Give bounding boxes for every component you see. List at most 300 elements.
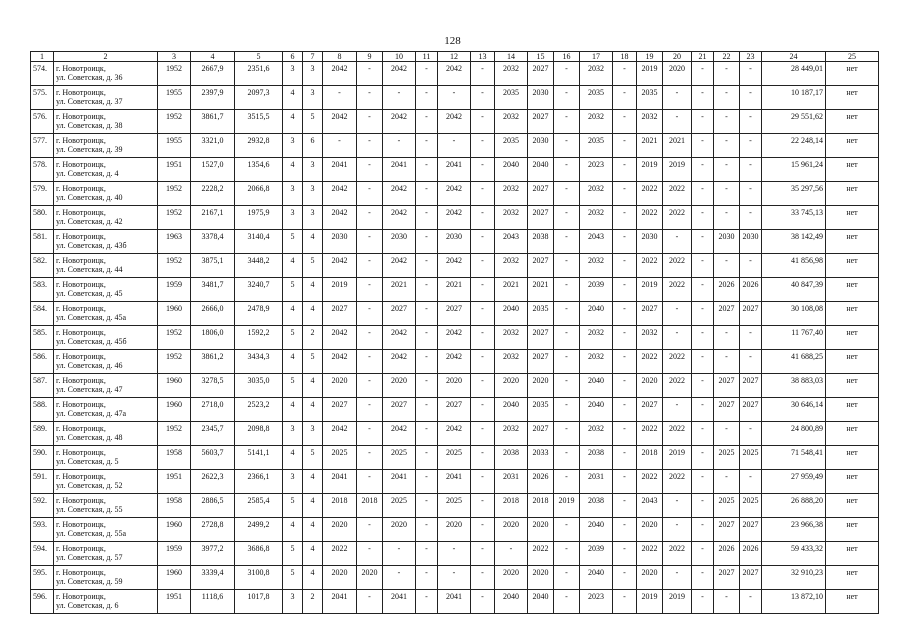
table-cell: - <box>357 446 383 470</box>
table-cell: 2022 <box>663 470 692 494</box>
table-row <box>31 374 879 398</box>
table-cell: 1952 <box>158 326 191 350</box>
table-cell: нет <box>826 542 879 566</box>
table-cell: 3035,0 <box>235 374 283 398</box>
table-cell: 1952 <box>158 62 191 86</box>
table-cell: - <box>663 398 692 422</box>
table-cell: 2023 <box>580 590 613 614</box>
table-cell: 2020 <box>357 566 383 590</box>
table-cell: 2027 <box>714 566 740 590</box>
table-cell: 2020 <box>528 374 554 398</box>
column-header: 22 <box>714 52 740 62</box>
column-header: 11 <box>416 52 438 62</box>
table-cell: 2040 <box>495 158 528 182</box>
table-cell: - <box>416 134 438 158</box>
table-row <box>31 566 879 590</box>
table-cell: - <box>613 374 637 398</box>
table-cell: - <box>740 110 762 134</box>
table-cell: 2018 <box>637 446 663 470</box>
row-number: 590. <box>31 446 54 470</box>
table-cell: 3 <box>303 86 323 110</box>
table-cell: - <box>416 230 438 254</box>
table-cell: - <box>740 206 762 230</box>
table-cell: 1960 <box>158 302 191 326</box>
table-cell: - <box>692 182 714 206</box>
table-cell: 2499,2 <box>235 518 283 542</box>
table-cell: 2042 <box>323 62 357 86</box>
table-cell: 1017,8 <box>235 590 283 614</box>
table-cell: нет <box>826 254 879 278</box>
table-cell: - <box>416 278 438 302</box>
table-cell: 2019 <box>323 278 357 302</box>
row-number: 588. <box>31 398 54 422</box>
table-cell: 1958 <box>158 446 191 470</box>
table-cell: 2345,7 <box>191 422 235 446</box>
table-cell: - <box>416 254 438 278</box>
table-cell: 2478,9 <box>235 302 283 326</box>
table-cell: 2020 <box>383 518 416 542</box>
table-cell: 3100,8 <box>235 566 283 590</box>
table-cell: 1952 <box>158 206 191 230</box>
address-cell: г. Новотроицк, ул. Советская, д. 43б <box>54 230 158 254</box>
column-header: 7 <box>303 52 323 62</box>
address-cell: г. Новотроицк, ул. Советская, д. 6 <box>54 590 158 614</box>
table-cell: 2020 <box>637 374 663 398</box>
table-cell: - <box>471 134 495 158</box>
table-cell: 3434,3 <box>235 350 283 374</box>
table-cell: - <box>692 518 714 542</box>
table-cell: 2018 <box>323 494 357 518</box>
table-cell: 4 <box>283 254 303 278</box>
table-cell: 2025 <box>383 494 416 518</box>
table-cell: 3 <box>283 422 303 446</box>
table-cell: - <box>357 326 383 350</box>
table-cell: - <box>714 326 740 350</box>
column-header: 10 <box>383 52 416 62</box>
table-cell: - <box>613 542 637 566</box>
table-cell: 2027 <box>714 518 740 542</box>
table-cell: 23 966,38 <box>762 518 826 542</box>
address-cell: г. Новотроицк, ул. Советская, д. 48 <box>54 422 158 446</box>
table-cell: 71 548,41 <box>762 446 826 470</box>
table-cell: 2027 <box>383 302 416 326</box>
table-cell: 3 <box>303 422 323 446</box>
table-cell: 3977,2 <box>191 542 235 566</box>
table-cell: - <box>663 326 692 350</box>
table-cell: нет <box>826 302 879 326</box>
table-cell: - <box>554 422 580 446</box>
table-cell: - <box>554 278 580 302</box>
column-header: 15 <box>528 52 554 62</box>
table-cell: 2043 <box>580 230 613 254</box>
table-cell: - <box>554 350 580 374</box>
column-header: 4 <box>191 52 235 62</box>
table-cell: - <box>740 182 762 206</box>
address-cell: г. Новотроицк, ул. Советская, д. 52 <box>54 470 158 494</box>
table-cell: 2351,6 <box>235 62 283 86</box>
table-cell: - <box>471 446 495 470</box>
table-row <box>31 230 879 254</box>
address-cell: г. Новотроицк, ул. Советская, д. 36 <box>54 62 158 86</box>
table-cell: 5 <box>283 566 303 590</box>
table-cell: - <box>471 350 495 374</box>
table-cell: - <box>692 446 714 470</box>
address-cell: г. Новотроицк, ул. Советская, д. 46 <box>54 350 158 374</box>
table-cell: 1592,2 <box>235 326 283 350</box>
table-cell: 4 <box>283 518 303 542</box>
table-cell: нет <box>826 566 879 590</box>
table-cell: - <box>554 134 580 158</box>
table-cell: - <box>740 422 762 446</box>
table-cell: 1952 <box>158 422 191 446</box>
table-cell: - <box>740 350 762 374</box>
table-cell: - <box>416 302 438 326</box>
table-cell: - <box>692 350 714 374</box>
table-cell: 2040 <box>580 566 613 590</box>
table-cell: 2167,1 <box>191 206 235 230</box>
table-cell: - <box>692 254 714 278</box>
table-cell: - <box>554 110 580 134</box>
table-cell: 2032 <box>495 110 528 134</box>
table-cell: 2020 <box>495 518 528 542</box>
table-cell: 2032 <box>495 182 528 206</box>
table-cell: - <box>692 86 714 110</box>
column-header: 6 <box>283 52 303 62</box>
table-cell: 3339,4 <box>191 566 235 590</box>
table-row <box>31 326 879 350</box>
table-cell: 2035 <box>528 398 554 422</box>
table-cell: 11 767,40 <box>762 326 826 350</box>
table-cell: 2032 <box>580 206 613 230</box>
table-cell: - <box>692 590 714 614</box>
table-cell: 2038 <box>528 230 554 254</box>
table-cell: 2038 <box>580 494 613 518</box>
table-cell: 2 <box>303 590 323 614</box>
table-cell: - <box>554 230 580 254</box>
table-cell: - <box>613 566 637 590</box>
table-cell: 3 <box>283 590 303 614</box>
table-cell: 2031 <box>495 470 528 494</box>
table-cell: 2022 <box>663 422 692 446</box>
table-cell: 2043 <box>495 230 528 254</box>
table-cell: - <box>438 86 471 110</box>
table-cell: 2030 <box>323 230 357 254</box>
table-cell: 2041 <box>323 590 357 614</box>
table-row <box>31 158 879 182</box>
table-cell: 2022 <box>323 542 357 566</box>
table-cell: 2025 <box>740 446 762 470</box>
table-cell: 2042 <box>438 254 471 278</box>
table-cell: 4 <box>303 518 323 542</box>
table-cell: 3481,7 <box>191 278 235 302</box>
table-cell: - <box>613 254 637 278</box>
table-cell: 10 187,17 <box>762 86 826 110</box>
table-cell: 2021 <box>637 134 663 158</box>
table-cell: 3321,0 <box>191 134 235 158</box>
table-cell: - <box>438 542 471 566</box>
table-cell: - <box>357 518 383 542</box>
table-cell: 2032 <box>495 254 528 278</box>
table-cell: 5 <box>283 374 303 398</box>
table-cell: - <box>613 518 637 542</box>
table-cell: 2020 <box>637 566 663 590</box>
column-header: 23 <box>740 52 762 62</box>
address-cell: г. Новотроицк, ул. Советская, д. 45 <box>54 278 158 302</box>
table-cell: 2040 <box>580 374 613 398</box>
table-cell: 3 <box>303 62 323 86</box>
table-cell: 24 800,89 <box>762 422 826 446</box>
table-cell: 2041 <box>438 158 471 182</box>
row-number: 578. <box>31 158 54 182</box>
table-cell: 2033 <box>528 446 554 470</box>
table-cell: 5 <box>303 446 323 470</box>
table-cell: - <box>714 134 740 158</box>
table-cell: 2022 <box>637 542 663 566</box>
table-cell: 38 142,49 <box>762 230 826 254</box>
table-cell: - <box>383 566 416 590</box>
table-cell: - <box>663 110 692 134</box>
table-cell: 2020 <box>495 374 528 398</box>
table-cell: 15 961,24 <box>762 158 826 182</box>
table-cell: 1958 <box>158 494 191 518</box>
table-cell: 2040 <box>580 302 613 326</box>
table-cell: нет <box>826 350 879 374</box>
table-cell: 1806,0 <box>191 326 235 350</box>
table-cell: 2019 <box>663 158 692 182</box>
table-cell: - <box>357 278 383 302</box>
table-cell: 2041 <box>438 590 471 614</box>
table-cell: - <box>416 350 438 374</box>
table-cell: 2019 <box>663 446 692 470</box>
table-cell: 2032 <box>495 206 528 230</box>
table-cell: - <box>357 542 383 566</box>
table-cell: - <box>740 134 762 158</box>
table-cell: 28 449,01 <box>762 62 826 86</box>
table-cell: 38 883,03 <box>762 374 826 398</box>
table-cell: 2042 <box>323 182 357 206</box>
table-cell: - <box>613 158 637 182</box>
table-cell: - <box>438 566 471 590</box>
table-cell: 3861,2 <box>191 350 235 374</box>
table-cell: - <box>471 326 495 350</box>
table-cell: 2035 <box>580 86 613 110</box>
table-cell: - <box>416 206 438 230</box>
table-cell: - <box>740 158 762 182</box>
row-number: 591. <box>31 470 54 494</box>
table-cell: - <box>416 494 438 518</box>
table-cell: 2886,5 <box>191 494 235 518</box>
row-number: 574. <box>31 62 54 86</box>
table-cell: 2030 <box>714 230 740 254</box>
table-cell: 4 <box>283 110 303 134</box>
table-cell: нет <box>826 278 879 302</box>
table-cell: - <box>471 158 495 182</box>
column-header: 25 <box>826 52 879 62</box>
table-cell: - <box>692 110 714 134</box>
table-cell: - <box>554 470 580 494</box>
table-row <box>31 302 879 326</box>
table-cell: 5 <box>283 542 303 566</box>
table-cell: 5141,1 <box>235 446 283 470</box>
table-cell: 4 <box>283 158 303 182</box>
table-cell: 2020 <box>495 566 528 590</box>
table-cell: 2040 <box>495 590 528 614</box>
table-cell: 2022 <box>637 254 663 278</box>
address-cell: г. Новотроицк, ул. Советская, д. 38 <box>54 110 158 134</box>
table-cell: нет <box>826 470 879 494</box>
table-cell: - <box>692 398 714 422</box>
table-cell: 5 <box>283 230 303 254</box>
table-row <box>31 206 879 230</box>
column-header: 14 <box>495 52 528 62</box>
table-cell: нет <box>826 590 879 614</box>
table-cell: нет <box>826 206 879 230</box>
table-cell: - <box>613 86 637 110</box>
table-cell: 1951 <box>158 158 191 182</box>
table-cell: 2019 <box>663 590 692 614</box>
table-cell: - <box>471 494 495 518</box>
table-cell: 2025 <box>438 446 471 470</box>
table-cell: - <box>471 110 495 134</box>
table-cell: 3875,1 <box>191 254 235 278</box>
table-cell: - <box>740 326 762 350</box>
column-header: 18 <box>613 52 637 62</box>
table-row <box>31 278 879 302</box>
table-cell: 2020 <box>528 566 554 590</box>
column-header: 2 <box>54 52 158 62</box>
table-cell: 2020 <box>438 374 471 398</box>
table-cell: - <box>471 278 495 302</box>
table-cell: 3 <box>303 158 323 182</box>
table-cell: 2035 <box>528 302 554 326</box>
table-cell: 4 <box>303 278 323 302</box>
table-row <box>31 350 879 374</box>
table-cell: 40 847,39 <box>762 278 826 302</box>
table-cell: 2622,3 <box>191 470 235 494</box>
table-cell: 1354,6 <box>235 158 283 182</box>
table-cell: - <box>714 182 740 206</box>
row-number: 580. <box>31 206 54 230</box>
table-cell: 2041 <box>383 590 416 614</box>
table-cell: нет <box>826 134 879 158</box>
table-row <box>31 470 879 494</box>
table-cell: - <box>357 158 383 182</box>
page-number: 128 <box>444 35 461 47</box>
table-cell: - <box>357 230 383 254</box>
table-cell: - <box>416 470 438 494</box>
address-cell: г. Новотроицк, ул. Советская, д. 59 <box>54 566 158 590</box>
address-cell: г. Новотроицк, ул. Советская, д. 44 <box>54 254 158 278</box>
table-cell: 2040 <box>495 398 528 422</box>
table-cell: - <box>416 446 438 470</box>
table-cell: - <box>495 542 528 566</box>
table-cell: 1527,0 <box>191 158 235 182</box>
table-cell: 3686,8 <box>235 542 283 566</box>
table-cell: 2042 <box>383 62 416 86</box>
table-cell: 27 959,49 <box>762 470 826 494</box>
table-cell: - <box>471 398 495 422</box>
column-header: 24 <box>762 52 826 62</box>
table-cell: 3 <box>283 182 303 206</box>
address-cell: г. Новотроицк, ул. Советская, д. 55а <box>54 518 158 542</box>
table-cell: - <box>471 182 495 206</box>
table-cell: - <box>416 518 438 542</box>
table-cell: 1959 <box>158 278 191 302</box>
table-cell: 2027 <box>740 518 762 542</box>
table-cell: 2042 <box>323 206 357 230</box>
table-cell: 2027 <box>637 398 663 422</box>
table-cell: - <box>613 350 637 374</box>
table-cell: - <box>613 182 637 206</box>
column-header: 9 <box>357 52 383 62</box>
table-cell: 3515,5 <box>235 110 283 134</box>
row-number: 583. <box>31 278 54 302</box>
column-header: 16 <box>554 52 580 62</box>
row-number: 586. <box>31 350 54 374</box>
table-cell: - <box>613 446 637 470</box>
table-cell: - <box>554 566 580 590</box>
table-cell: нет <box>826 494 879 518</box>
table-cell: 2032 <box>495 62 528 86</box>
table-cell: 2041 <box>323 158 357 182</box>
table-cell: 2020 <box>663 62 692 86</box>
table-row <box>31 542 879 566</box>
table-cell: 13 872,10 <box>762 590 826 614</box>
table-cell: - <box>554 446 580 470</box>
row-number: 596. <box>31 590 54 614</box>
table-cell: 2042 <box>438 206 471 230</box>
table-cell: - <box>554 398 580 422</box>
address-cell: г. Новотроицк, ул. Советская, д. 47 <box>54 374 158 398</box>
table-cell: - <box>663 230 692 254</box>
column-header: 5 <box>235 52 283 62</box>
table-cell: 2027 <box>740 398 762 422</box>
table-cell: 2027 <box>637 302 663 326</box>
table-cell: - <box>416 62 438 86</box>
table-cell: 3 <box>283 206 303 230</box>
table-cell: 2032 <box>495 326 528 350</box>
table-cell: нет <box>826 110 879 134</box>
table-cell: - <box>714 86 740 110</box>
table-cell: 2042 <box>323 350 357 374</box>
table-cell: 3 <box>283 62 303 86</box>
table-cell: 2043 <box>637 494 663 518</box>
table-cell: 35 297,56 <box>762 182 826 206</box>
table-cell: 2040 <box>528 590 554 614</box>
table-cell: - <box>613 422 637 446</box>
table-cell: 1952 <box>158 182 191 206</box>
table-cell: 2042 <box>323 326 357 350</box>
table-cell: нет <box>826 62 879 86</box>
table-cell: 30 646,14 <box>762 398 826 422</box>
table-cell: 2022 <box>663 350 692 374</box>
table-cell: 2228,2 <box>191 182 235 206</box>
table-cell: 2066,8 <box>235 182 283 206</box>
address-cell: г. Новотроицк, ул. Советская, д. 42 <box>54 206 158 230</box>
table-cell: 2042 <box>383 206 416 230</box>
table-cell: 2022 <box>663 278 692 302</box>
table-cell: 2042 <box>323 110 357 134</box>
table-cell: - <box>740 254 762 278</box>
address-cell: г. Новотроицк, ул. Советская, д. 37 <box>54 86 158 110</box>
table-cell: - <box>554 590 580 614</box>
table-cell: - <box>740 62 762 86</box>
table-cell: - <box>714 158 740 182</box>
table-cell: 3 <box>303 206 323 230</box>
table-cell: - <box>471 518 495 542</box>
table-cell: - <box>357 134 383 158</box>
table-row <box>31 86 879 110</box>
